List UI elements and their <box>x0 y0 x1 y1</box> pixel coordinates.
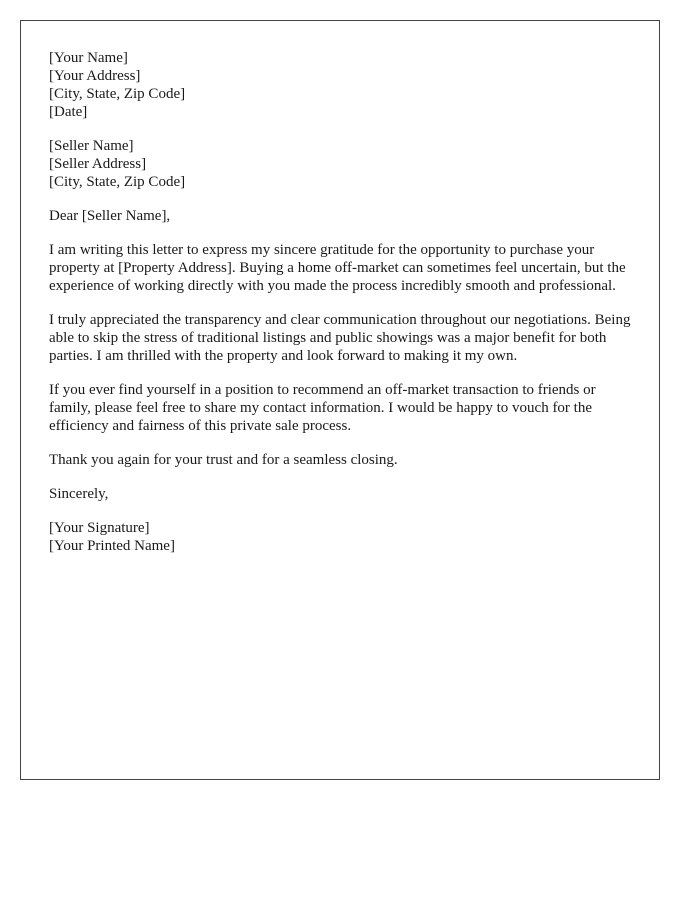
recipient-city-state-zip: [City, State, Zip Code] <box>49 174 186 190</box>
sender-name: [Your Name] <box>49 50 128 66</box>
letter-page <box>20 20 660 780</box>
letter-content <box>49 49 639 571</box>
recipient-name: [Seller Name] <box>49 138 134 154</box>
body-paragraph-1: I am writing this letter to express my sincere gratitude for the opportunity to purchase your property at [Property Address]. Buying a home off-market can sometimes feel uncertain, but the experience of working directly with you made the process incredibly smooth and professional. <box>49 242 626 294</box>
recipient-address: [Seller Address] <box>49 156 147 172</box>
recipient-block <box>49 137 639 191</box>
letter-date: [Date] <box>49 104 88 120</box>
signature-block <box>49 519 639 555</box>
sender-address: [Your Address] <box>49 68 141 84</box>
signature-line: [Your Signature] <box>49 520 150 536</box>
printed-name: [Your Printed Name] <box>49 538 175 554</box>
sender-city-state-zip: [City, State, Zip Code] <box>49 86 186 102</box>
body-paragraph-2: I truly appreciated the transparency and clear communication throughout our negotiations. Being able to skip the stress of traditional listings and public showings was a major benefit for both parties. I am thrilled with the property and look forward to making it my own. <box>49 312 631 364</box>
salutation: Dear [Seller Name], <box>49 208 171 224</box>
closing: Sincerely, <box>49 486 109 502</box>
body-paragraph-4: Thank you again for your trust and for a seamless closing. <box>49 452 398 468</box>
sender-block <box>49 49 639 121</box>
body-paragraph-3: If you ever find yourself in a position to recommend an off-market transaction to friends or family, please feel free to share my contact information. I would be happy to vouch for the efficiency and fairness of this private sale process. <box>49 382 596 434</box>
